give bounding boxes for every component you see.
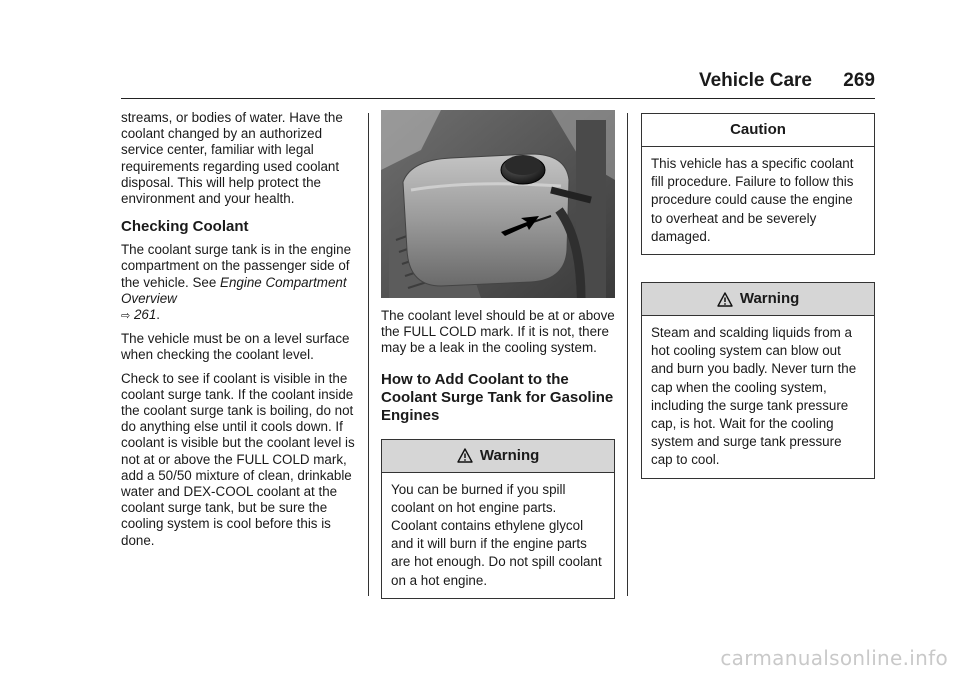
- xref-suffix: .: [156, 307, 161, 323]
- warning-triangle-icon: [717, 292, 733, 307]
- paragraph-full-cold: The coolant level should be at or above the FULL COLD mark. If it is not, there may be a leak in the cooling system.: [381, 308, 615, 356]
- column-divider-2: [627, 113, 628, 596]
- heading-checking-coolant: Checking Coolant: [121, 218, 249, 236]
- coolant-surge-tank-photo: [381, 110, 615, 298]
- paragraph-surge-tank: [121, 242, 357, 324]
- page-header: [699, 70, 875, 92]
- surge-tank-illustration: [381, 110, 615, 298]
- warning-title: Warning: [479, 446, 540, 464]
- paragraph-intro: streams, or bodies of water. Have the coolant changed by an authorized service center, familiar with legal requirements regarding used coolant disposal. This will help protect the environment and your health.: [121, 110, 343, 207]
- section-title: Vehicle Care: [698, 70, 813, 91]
- warning-title: Warning: [739, 290, 800, 308]
- caution-box: [641, 113, 875, 255]
- warning-body: You can be burned if you spill coolant on hot engine parts. Coolant contains ethylene glycol and it will burn if the engine parts are hot enough. Do not spill coolant on a hot engine.: [391, 481, 602, 588]
- column-divider-1: [368, 113, 369, 596]
- paragraph-level-surface: The vehicle must be on a level surface when checking the coolant level.: [121, 331, 350, 363]
- warning-box-burn: [381, 439, 615, 599]
- header-rule: [121, 98, 875, 99]
- page-reference-arrow-icon: ⇨: [121, 310, 131, 323]
- column-3: [641, 110, 877, 479]
- xref-page: 261: [133, 307, 157, 323]
- warning-triangle-icon: [457, 448, 473, 463]
- page-number: 269: [843, 70, 875, 91]
- column-1: [121, 110, 357, 556]
- heading-add-coolant: How to Add Coolant to the Coolant Surge Tank for Gasoline Engines: [381, 370, 614, 424]
- watermark: carmanualsonline.info: [720, 646, 948, 670]
- paragraph-check-coolant: Check to see if coolant is visible in the coolant surge tank. If the coolant inside the coolant surge tank is boiling, do not do anything else until it cools down. If coolant is visible but the coolant level is not at or above the FULL COLD mark, add a 50/50 mixture of clean, drinkable water and DEX-COOL coolant at the coolant surge tank, but be sure the cooling system is cool before this is done.: [121, 370, 355, 548]
- warning-header: [642, 283, 874, 316]
- column-2: [381, 110, 617, 599]
- warning-box-steam: [641, 282, 875, 479]
- warning-body: Steam and scalding liquids from a hot cooling system can blow out and burn you badly. Never turn the cap when the cooling system, including the surge tank pressure cap, is hot. Wait for the cooling system and surge tank pressure cap to cool.: [651, 325, 857, 468]
- surge-tank-text: The coolant surge tank is in the engine compartment on the passenger side of the vehicle. See: [121, 242, 352, 290]
- xref-label: Engine Compartment Overview: [121, 274, 347, 306]
- warning-header: [382, 440, 614, 473]
- caution-header: Caution: [642, 114, 874, 147]
- caution-body: This vehicle has a specific coolant fill procedure. Failure to follow this procedure could cause the engine to overheat and be severely damaged.: [651, 156, 854, 244]
